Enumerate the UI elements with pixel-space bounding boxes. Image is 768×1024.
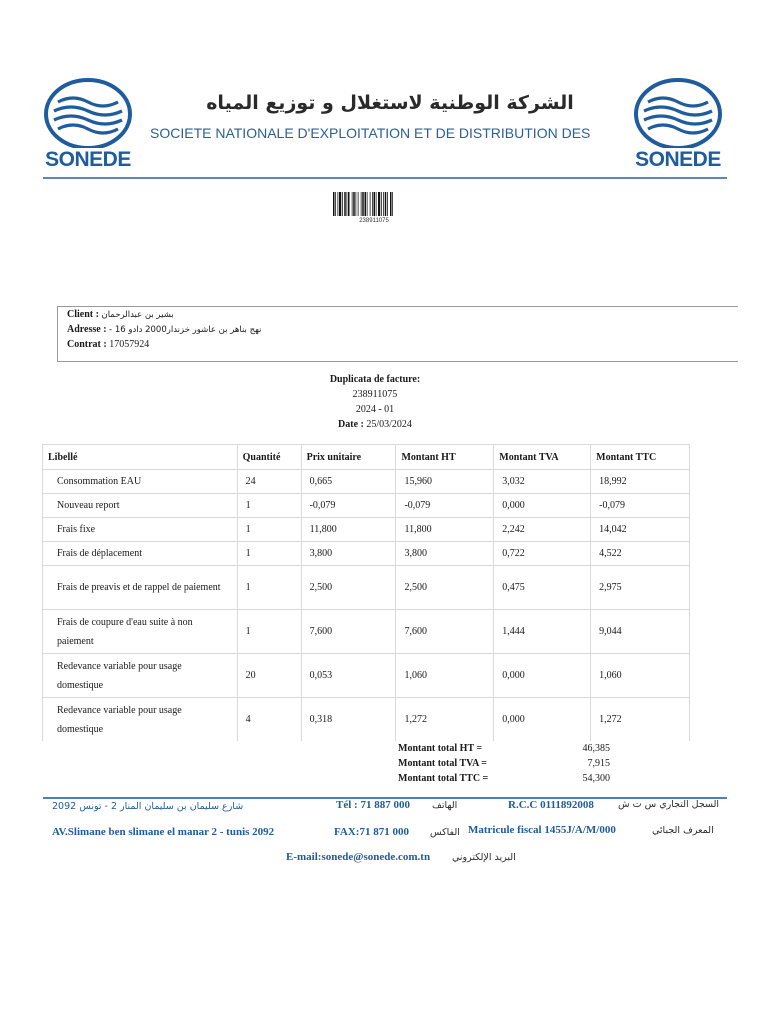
footer-rcc: R.C.C 0111892008 [508,799,594,811]
cell-libelle: Frais de déplacement [43,542,238,566]
cell-montant-ht: -0,079 [396,494,494,518]
cell-montant-ttc: 18,992 [591,470,690,494]
cell-montant-ht: 11,800 [396,518,494,542]
cell-montant-tva: 3,032 [494,470,591,494]
header-montant-ht: Montant HT [396,445,494,470]
cell-montant-ttc: 1,272 [591,698,690,742]
footer-matricule-fiscal: Matricule fiscal 1455J/A/M/000 [468,824,616,836]
cell-prix-unitaire: -0,079 [301,494,396,518]
cell-montant-tva: 0,000 [494,698,591,742]
footer-telephone-arabic: الهاتف [432,800,458,811]
duplicata-label: Duplicata de facture: [329,374,421,385]
footer-email: E-mail:sonede@sonede.com.tn [286,851,431,863]
cell-montant-tva: 0,475 [494,566,591,610]
cell-quantite: 4 [237,698,301,742]
cell-quantite: 1 [237,566,301,610]
cell-montant-ht: 2,500 [396,566,494,610]
cell-quantite: 1 [237,494,301,518]
barcode [333,192,415,216]
table-row [43,610,690,654]
cell-libelle: Frais de coupure d'eau suite à non paiement [43,610,238,654]
cell-montant-tva: 0,722 [494,542,591,566]
cell-quantite: 1 [237,518,301,542]
cell-montant-tva: 1,444 [494,610,591,654]
footer-address-french: AV.Slimane ben slimane el manar 2 - tunis 2092 [52,826,275,838]
header-divider [43,177,727,179]
barcode-number: 238911075 [359,218,389,224]
cell-montant-ttc: 2,975 [591,566,690,610]
cell-montant-ht: 15,960 [396,470,494,494]
cell-montant-ht: 1,060 [396,654,494,698]
table-header-row [43,445,690,470]
footer-fax: FAX:71 871 000 [334,826,409,838]
cell-montant-ttc: -0,079 [591,494,690,518]
water-waves-icon [42,76,134,148]
contract-row [67,339,149,350]
header-montant-tva: Montant TVA [494,445,591,470]
cell-montant-ht: 7,600 [396,610,494,654]
cell-prix-unitaire: 0,053 [301,654,396,698]
footer-rcc-arabic: السجل التجاري س ت ش [618,799,720,810]
address-row [67,324,261,335]
invoice-period: 2024 - 01 [355,404,395,415]
cell-montant-tva: 0,000 [494,494,591,518]
invoice-date: 25/03/2024 [366,419,412,430]
cell-quantite: 20 [237,654,301,698]
client-name: بشير بن عبدالرحمان [101,310,174,320]
table-row [43,470,690,494]
water-waves-icon [632,76,724,148]
cell-libelle: Redevance variable pour usage domestique [43,698,238,742]
cell-montant-ht: 1,272 [396,698,494,742]
cell-montant-ttc: 1,060 [591,654,690,698]
header-prix-unitaire: Prix unitaire [301,445,396,470]
total-tva-value: 7,915 [587,758,610,769]
header-montant-ttc: Montant TTC [591,445,690,470]
table-row [43,542,690,566]
cell-quantite: 1 [237,542,301,566]
client-row [67,309,174,320]
cell-montant-tva: 2,242 [494,518,591,542]
table-row [43,566,690,610]
cell-libelle: Frais fixe [43,518,238,542]
company-title-arabic: الشركة الوطنية لاستغلال و توزيع المياه [206,92,574,114]
logo-text: SONEDE [635,148,721,171]
date-label: Date : [338,419,364,430]
contract-label: Contrat : [67,339,107,350]
total-tva-label: Montant total TVA = [398,758,487,769]
cell-quantite: 24 [237,470,301,494]
cell-prix-unitaire: 3,800 [301,542,396,566]
client-label: Client : [67,309,99,320]
contract-number: 17057924 [109,339,150,350]
total-ht-label: Montant total HT = [398,743,483,754]
table-row [43,518,690,542]
cell-prix-unitaire: 2,500 [301,566,396,610]
table-row [43,698,690,742]
footer-email-arabic: البريد الإلكتروني [452,852,516,863]
cell-quantite: 1 [237,610,301,654]
cell-montant-ht: 3,800 [396,542,494,566]
footer-telephone: Tél : 71 887 000 [336,799,410,811]
cell-prix-unitaire: 0,318 [301,698,396,742]
total-ttc-value: 54,300 [582,773,610,784]
cell-prix-unitaire: 0,665 [301,470,396,494]
invoice-date-row [260,419,490,430]
cell-montant-ttc: 9,044 [591,610,690,654]
total-ttc-label: Montant total TTC = [398,773,489,784]
cell-libelle: Frais de preavis et de rappel de paiement [43,566,238,610]
cell-libelle: Consommation EAU [43,470,238,494]
sonede-logo-left [42,76,134,172]
address-label: Adresse : [67,324,107,335]
cell-prix-unitaire: 11,800 [301,518,396,542]
cell-montant-ttc: 4,522 [591,542,690,566]
table-row [43,494,690,518]
header-libelle: Libellé [43,445,238,470]
invoice-number: 238911075 [352,389,398,400]
address-value: نهج بناهر بن عاشور خزندار2000 دادو 16 - [109,325,262,335]
cell-libelle: Redevance variable pour usage domestique [43,654,238,698]
footer-address-arabic: شارع سليمان بن سليمان المنار 2 - تونس 2092 [52,801,244,812]
cell-montant-ttc: 14,042 [591,518,690,542]
total-ht-value: 46,385 [582,743,610,754]
header-quantite: Quantité [237,445,301,470]
cell-libelle: Nouveau report [43,494,238,518]
cell-prix-unitaire: 7,600 [301,610,396,654]
invoice-lines-table [42,444,690,742]
company-title-french: SOCIETE NATIONALE D'EXPLOITATION ET DE DISTRIBUTION DES [150,125,591,141]
logo-text: SONEDE [45,148,131,171]
client-info-box [57,306,738,362]
sonede-logo-right [632,76,724,172]
table-row [43,654,690,698]
cell-montant-tva: 0,000 [494,654,591,698]
footer-fax-arabic: الفاكس [430,827,460,838]
footer-matricule-arabic: المعرف الجبائي [652,825,714,836]
